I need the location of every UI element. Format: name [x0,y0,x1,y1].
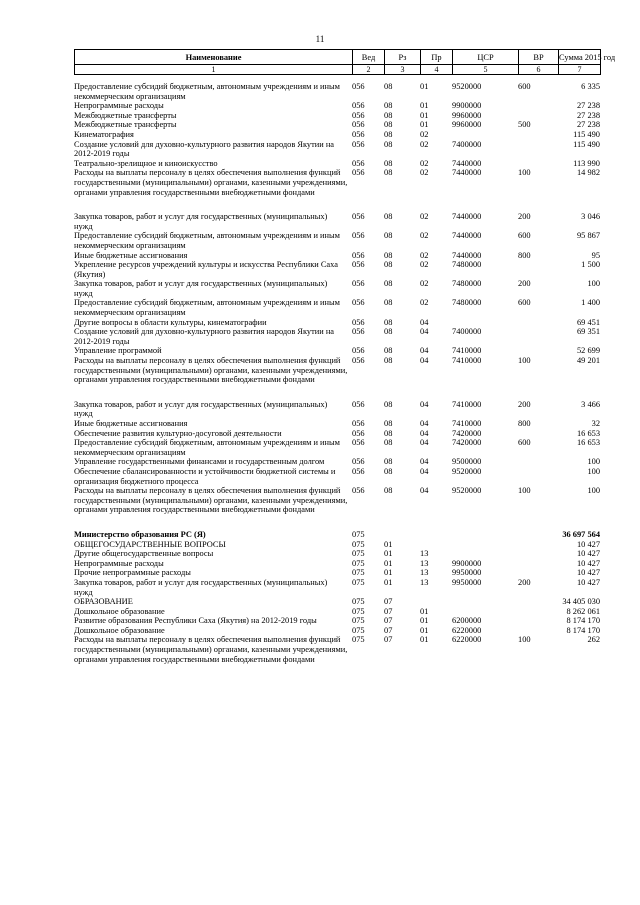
row-name: Министерство образования РС (Я) [74,529,206,539]
row-ved: 056 [352,317,365,327]
row-pr: 02 [420,279,429,289]
row-ved: 056 [352,139,365,149]
row-rz: 08 [384,139,393,149]
row-csr: 9950000 [452,568,482,578]
row-ved: 056 [352,120,365,130]
row-ved: 056 [352,486,365,496]
row-vr: 600 [518,231,531,241]
row-sum: 34 405 030 [562,597,600,607]
row-sum: 69 351 [576,327,600,337]
row-rz: 08 [384,231,393,241]
row-name: Кинематография [74,129,134,139]
row-ved: 056 [352,110,365,120]
table-body [74,82,600,664]
row-rz: 07 [384,635,393,645]
row-csr: 7400000 [452,139,482,149]
row-ved: 056 [352,231,365,241]
row-rz: 08 [384,279,393,289]
table-row [74,419,600,429]
row-rz: 08 [384,250,393,260]
header-ved: Вед [353,50,385,65]
table-row [74,578,600,597]
table-row [74,568,600,578]
row-name: Обеспечение развития культурно-досуговой деятельности [74,428,282,438]
table-row [74,540,600,550]
table-row [74,159,600,169]
header-csr: ЦСР [453,50,519,65]
row-pr: 13 [420,549,429,559]
table-row [74,616,600,626]
table-row [74,346,600,356]
table-row [74,438,600,457]
row-vr: 100 [518,486,531,496]
table-row [74,486,600,515]
row-csr: 7440000 [452,250,482,260]
row-sum: 10 427 [576,568,600,578]
row-csr: 6220000 [452,625,482,635]
row-sum: 1 500 [581,260,600,270]
row-name: Непрограммные расходы [74,101,164,111]
row-ved: 056 [352,158,365,168]
row-pr: 02 [420,129,429,139]
header-vr: ВР [519,50,559,65]
row-rz: 08 [384,486,393,496]
row-sum: 8 262 061 [566,606,600,616]
table-row [74,549,600,559]
row-rz: 08 [384,82,393,91]
row-pr: 04 [420,327,429,337]
row-name: Закупка товаров, работ и услуг для государственных (муниципальных) нужд [74,577,328,597]
row-pr: 04 [420,486,429,496]
table-row [74,140,600,159]
table-row [74,635,600,664]
row-rz: 07 [384,616,393,626]
row-rz: 01 [384,558,393,568]
row-csr: 7420000 [452,428,482,438]
row-sum: 10 427 [576,558,600,568]
row-rz: 08 [384,129,393,139]
header-num: 3 [385,65,421,75]
row-name: Межбюджетные трансферты [74,110,177,120]
row-sum: 52 699 [576,346,600,356]
row-pr: 02 [420,260,429,270]
row-pr: 04 [420,438,429,448]
row-name: Другие вопросы в области культуры, кинематографии [74,317,267,327]
row-pr: 04 [420,317,429,327]
row-csr: 7440000 [452,168,482,178]
row-csr: 6200000 [452,616,482,626]
header-num: 1 [75,65,353,75]
row-rz: 01 [384,539,393,549]
row-sum: 100 [587,279,600,289]
row-vr: 800 [518,419,531,428]
row-vr: 100 [518,356,531,366]
row-csr: 9900000 [452,558,482,568]
row-sum: 8 174 170 [566,616,600,626]
row-ved: 075 [352,558,365,568]
table-row [74,279,600,298]
row-vr: 600 [518,298,531,308]
row-csr: 9960000 [452,110,482,120]
row-sum: 100 [587,486,600,496]
row-sum: 10 427 [576,539,600,549]
row-pr: 02 [420,212,429,222]
row-name: Закупка товаров, работ и услуг для государственных (муниципальных) нужд [74,212,328,231]
row-ved: 075 [352,635,365,645]
row-sum: 115 490 [573,129,600,139]
row-rz: 08 [384,101,393,111]
row-name: ОБЩЕГОСУДАРСТВЕННЫЕ ВОПРОСЫ [74,539,226,549]
row-pr: 02 [420,250,429,260]
row-csr: 7410000 [452,346,482,356]
row-sum: 113 990 [573,158,600,168]
row-name: Закупка товаров, работ и услуг для государственных (муниципальных) нужд [74,279,328,298]
row-csr: 9900000 [452,101,482,111]
row-sum: 49 201 [576,356,600,366]
row-ved: 056 [352,438,365,448]
table-row [74,212,600,231]
row-name: Дошкольное образование [74,606,165,616]
row-sum: 16 653 [576,428,600,438]
row-rz: 08 [384,298,393,308]
row-pr: 01 [420,616,429,626]
row-ved: 056 [352,129,365,139]
row-ved: 075 [352,577,365,587]
row-ved: 056 [352,419,365,428]
row-rz: 07 [384,625,393,635]
row-csr: 7480000 [452,279,482,289]
row-name: Создание условий для духовно-культурного развития народов Якутии на 2012-2019 годы [74,139,335,159]
row-rz: 01 [384,577,393,587]
table-row [74,130,600,140]
table-row [74,327,600,346]
table-row [74,231,600,250]
header-num: 4 [421,65,453,75]
row-sum: 262 [587,635,600,645]
row-rz: 08 [384,158,393,168]
row-csr: 9520000 [452,466,482,476]
row-csr: 7400000 [452,327,482,337]
row-csr: 9950000 [452,577,482,587]
row-pr: 04 [420,356,429,366]
row-name: Иные бюджетные ассигнования [74,419,188,428]
row-name: Непрограммные расходы [74,558,164,568]
row-rz: 01 [384,568,393,578]
row-rz: 08 [384,168,393,178]
row-csr: 7440000 [452,158,482,168]
row-ved: 075 [352,549,365,559]
table-row [74,626,600,636]
row-pr: 01 [420,110,429,120]
row-vr: 600 [518,438,531,448]
row-rz: 08 [384,317,393,327]
row-sum: 1 400 [581,298,600,308]
row-ved: 056 [352,82,365,91]
row-vr: 200 [518,577,531,587]
table-row [74,260,600,279]
row-csr: 9520000 [452,486,482,496]
header-num: 5 [453,65,519,75]
row-vr: 500 [518,120,531,130]
row-sum: 32 [591,419,600,428]
row-rz: 08 [384,260,393,270]
row-sum: 27 238 [576,110,600,120]
row-ved: 056 [352,457,365,467]
row-ved: 056 [352,399,365,409]
row-csr: 9960000 [452,120,482,130]
header-num: 6 [519,65,559,75]
row-csr: 7410000 [452,399,482,409]
row-sum: 8 174 170 [566,625,600,635]
row-sum: 36 697 564 [562,529,600,539]
row-pr: 04 [420,428,429,438]
row-ved: 075 [352,606,365,616]
row-csr: 7440000 [452,212,482,222]
table-row [74,120,600,130]
row-name: Расходы на выплаты персоналу в целях обеспечения выполнения функций государственными (муниципальными) органами, казенными учреждениями, органами управления государственными внебюджетными фондами [74,356,348,385]
row-csr: 6220000 [452,635,482,645]
row-sum: 27 238 [576,101,600,111]
table-row [74,400,600,419]
row-name: Другие общегосударственные вопросы [74,549,214,559]
row-rz: 07 [384,597,393,607]
table-row [74,607,600,617]
row-name: Создание условий для духовно-культурного развития народов Якутии на 2012-2019 годы [74,327,335,346]
table-row [74,111,600,121]
row-vr: 600 [518,82,531,91]
row-csr: 9500000 [452,457,482,467]
header-row [75,50,601,65]
header-num: 2 [353,65,385,75]
row-sum: 3 466 [581,399,600,409]
row-rz: 08 [384,120,393,130]
row-ved: 075 [352,568,365,578]
row-ved: 056 [352,466,365,476]
table-row [74,429,600,439]
row-ved: 075 [352,539,365,549]
row-vr: 100 [518,635,531,645]
row-sum: 100 [587,457,600,467]
row-name: Иные бюджетные ассигнования [74,250,188,260]
row-csr: 9520000 [452,82,482,91]
row-pr: 04 [420,457,429,467]
row-sum: 3 046 [581,212,600,222]
table-row [74,298,600,317]
row-pr: 13 [420,577,429,587]
row-ved: 056 [352,346,365,356]
row-vr: 200 [518,212,531,222]
row-pr: 02 [420,231,429,241]
row-pr: 02 [420,298,429,308]
table-row [74,318,600,328]
row-sum: 14 982 [576,168,600,178]
row-name: Межбюджетные трансферты [74,120,177,130]
row-name: Предоставление субсидий бюджетным, автономным учреждениям и иным некоммерческим организациям [74,231,340,250]
row-name: Расходы на выплаты персоналу в целях обеспечения выполнения функций государственными (муниципальными) органами, казенными учреждениями, органами управления государственными внебюджетными фондами [74,635,348,664]
row-sum: 16 653 [576,438,600,448]
row-pr: 04 [420,419,429,428]
row-csr: 7410000 [452,356,482,366]
row-name: Закупка товаров, работ и услуг для государственных (муниципальных) нужд [74,399,328,419]
row-pr: 13 [420,568,429,578]
row-name: Управление программой [74,346,162,356]
row-ved: 056 [352,279,365,289]
row-rz: 08 [384,327,393,337]
row-name: Развитие образования Республики Саха (Якутия) на 2012-2019 годы [74,616,317,626]
row-ved: 056 [352,212,365,222]
row-name: Предоставление субсидий бюджетным, автономным учреждениям и иным некоммерческим организациям [74,298,340,318]
row-name: ОБРАЗОВАНИЕ [74,597,133,607]
row-name: Расходы на выплаты персоналу в целях обеспечения выполнения функций государственными (муниципальными) органами, казенными учреждениями, органами управления государственными внебюджетными фондами [74,168,348,197]
table-row [74,597,600,607]
row-ved: 056 [352,428,365,438]
row-rz: 08 [384,438,393,448]
row-csr: 7410000 [452,419,482,428]
row-name: Расходы на выплаты персоналу в целях обеспечения выполнения функций государственными (муниципальными) органами, казенными учреждениями, органами управления государственными внебюджетными фондами [74,486,348,515]
row-name: Прочие непрограммные расходы [74,568,191,578]
header-num: 7 [559,65,601,75]
row-rz: 08 [384,212,393,222]
row-pr: 01 [420,635,429,645]
row-ved: 056 [352,356,365,366]
row-sum: 95 867 [576,231,600,241]
row-ved: 056 [352,101,365,111]
row-name: Предоставление субсидий бюджетным, автономным учреждениям и иным некоммерческим организациям [74,438,340,457]
header-sum: Сумма 2015 год [559,50,601,65]
row-ved: 056 [352,260,365,270]
header-rz: Рз [385,50,421,65]
row-vr: 200 [518,279,531,289]
row-pr: 01 [420,101,429,111]
row-rz: 08 [384,346,393,356]
table-row [74,101,600,111]
row-sum: 10 427 [576,577,600,587]
row-csr: 7440000 [452,231,482,241]
row-ved: 056 [352,250,365,260]
row-pr: 01 [420,120,429,130]
header-pr: Пр [421,50,453,65]
table-row [74,559,600,569]
row-csr: 7480000 [452,298,482,308]
row-ved: 075 [352,625,365,635]
row-sum: 95 [591,250,600,260]
row-ved: 056 [352,168,365,178]
table-row [74,82,600,101]
row-sum: 115 490 [573,139,600,149]
row-name: Обеспечение сбалансированности и устойчивости бюджетной системы и организация бюджетного процесса [74,466,336,486]
row-pr: 02 [420,158,429,168]
table-row [74,467,600,486]
row-csr: 7480000 [452,260,482,270]
row-vr: 200 [518,399,531,409]
row-rz: 08 [384,110,393,120]
row-rz: 08 [384,428,393,438]
row-name: Предоставление субсидий бюджетным, автономным учреждениям и иным некоммерческим организациям [74,82,340,101]
row-csr: 7420000 [452,438,482,448]
header-name: Наименование [75,50,353,65]
row-pr: 01 [420,82,429,91]
row-pr: 13 [420,558,429,568]
row-rz: 07 [384,606,393,616]
row-rz: 08 [384,466,393,476]
row-name: Управление государственными финансами и государственным долгом [74,457,325,467]
row-ved: 075 [352,529,365,539]
row-pr: 04 [420,466,429,476]
table-row [74,530,600,540]
row-rz: 08 [384,457,393,467]
row-pr: 04 [420,346,429,356]
row-pr: 01 [420,606,429,616]
table-row [74,356,600,385]
table-header [74,49,616,75]
page-number: 11 [315,34,325,44]
row-sum: 6 335 [581,82,600,91]
table-row [74,251,600,261]
row-pr: 01 [420,625,429,635]
row-pr: 02 [420,168,429,178]
row-rz: 08 [384,419,393,428]
row-rz: 08 [384,399,393,409]
row-sum: 69 451 [576,317,600,327]
row-name: Укрепление ресурсов учреждений культуры и искусства Республики Саха (Якутия) [74,260,338,279]
row-pr: 02 [420,139,429,149]
table-row [74,457,600,467]
row-name: Дошкольное образование [74,625,165,635]
row-sum: 27 238 [576,120,600,130]
row-ved: 075 [352,597,365,607]
row-name: Театрально-зрелищное и киноискусство [74,158,218,168]
header-number-row [75,65,601,75]
row-vr: 800 [518,250,531,260]
row-rz: 08 [384,356,393,366]
row-pr: 04 [420,399,429,409]
table-row [74,168,600,197]
row-sum: 100 [587,466,600,476]
row-ved: 075 [352,616,365,626]
row-vr: 100 [518,168,531,178]
row-sum: 10 427 [576,549,600,559]
row-ved: 056 [352,327,365,337]
row-ved: 056 [352,298,365,308]
row-rz: 01 [384,549,393,559]
